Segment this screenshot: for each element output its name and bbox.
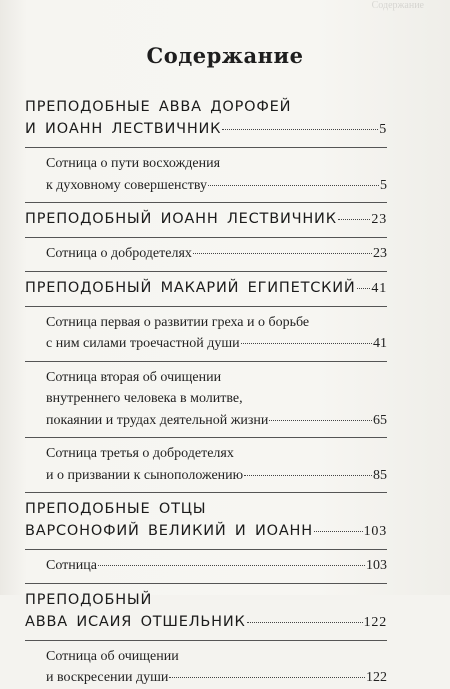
subentry-line-text: с ним силами троечастной души — [46, 336, 240, 351]
subentry-line-text: Сотница о добродетелях — [46, 246, 192, 261]
toc-section — [25, 96, 387, 203]
leader-dots — [269, 419, 372, 421]
subentry-line: Сотница о пути восхождения — [46, 156, 221, 171]
toc-subentry[interactable] — [46, 312, 387, 355]
subentry-line[interactable] — [46, 333, 387, 355]
subentry-line[interactable] — [46, 465, 387, 487]
section-title-line: ПРЕПОДОБНЫЕ АВВА ДОРОФЕЙ — [25, 99, 292, 115]
section-end-rule — [25, 202, 387, 203]
section-title-line: ПРЕПОДОБНЫЙ — [25, 591, 153, 608]
section-title-line-text: ВАРСОНОФИЙ ВЕЛИКИЙ И ИОАНН — [25, 523, 313, 539]
subentry-line: Сотница третья о добродетелях — [46, 446, 234, 461]
subentry-line-page-number: 65 — [373, 412, 387, 428]
section-rule — [25, 237, 387, 238]
leader-dots — [247, 621, 363, 623]
subentry-line-page-number: 103 — [366, 558, 387, 573]
leader-dots — [357, 287, 371, 289]
toc-subentry[interactable] — [46, 646, 387, 689]
section-title-line: ПРЕПОДОБНЫЕ ОТЦЫ — [25, 501, 207, 517]
subentry-line-text: и о призвании к сыноположению — [46, 467, 244, 483]
section-end-rule — [25, 492, 387, 493]
section-title-line[interactable] — [25, 118, 387, 141]
subentry-line-page-number: 23 — [373, 246, 387, 261]
section-title[interactable] — [25, 96, 387, 141]
subentry-line[interactable] — [46, 175, 387, 197]
leader-dots — [241, 342, 372, 344]
subentry-line[interactable] — [46, 410, 387, 432]
subentry-line[interactable] — [46, 243, 387, 265]
subentry-line: Сотница об очищении — [46, 648, 179, 664]
subentry-line-text: к духовному совершенству — [46, 177, 207, 193]
toc-section — [25, 589, 387, 689]
toc-subentry[interactable] — [46, 367, 387, 432]
page-title: Содержание — [146, 43, 304, 68]
leader-dots — [222, 128, 378, 130]
toc-subentry[interactable] — [46, 443, 387, 486]
leader-dots — [193, 252, 372, 254]
section-title-line[interactable] — [25, 520, 387, 543]
subentry-line-text: покаянии и трудах деятельной жизни — [46, 412, 269, 428]
section-title-line-page-number: 41 — [371, 280, 387, 296]
subentry-line-page-number: 122 — [366, 670, 387, 685]
subentry-line: Сотница вторая об очищении — [46, 369, 222, 385]
section-end-rule — [25, 583, 387, 584]
section-rule — [25, 640, 387, 641]
leader-dots — [208, 184, 379, 186]
subentry-line-page-number: 41 — [373, 336, 387, 351]
section-title[interactable] — [25, 277, 387, 300]
section-title-line[interactable] — [25, 277, 387, 300]
toc-subentry[interactable] — [46, 555, 387, 577]
toc-subentry[interactable] — [46, 153, 387, 196]
section-title-line-text: АВВА ИСАИЯ ОТШЕЛЬНИК — [25, 613, 246, 630]
section-title-line-text: И ИОАНН ЛЕСТВИЧНИК — [25, 121, 222, 137]
leader-dots — [169, 676, 365, 678]
section-rule — [25, 147, 387, 148]
subentry-line-page-number: 5 — [380, 177, 387, 193]
section-rule — [25, 549, 387, 550]
subentry-line: Сотница первая о развитии греха и о борьбе — [46, 314, 310, 330]
subentry-line-text: и воскресении души — [46, 670, 169, 685]
toc-section — [25, 277, 387, 494]
subentry-line-text: Сотница — [46, 558, 97, 573]
section-title-line-text: ПРЕПОДОБНЫЙ МАКАРИЙ ЕГИПЕТСКИЙ — [25, 279, 356, 296]
leader-dots — [314, 530, 363, 532]
subentry-rule — [25, 437, 387, 438]
section-title-line-text: ПРЕПОДОБНЫЙ ИОАНН ЛЕСТВИЧНИК — [25, 211, 337, 227]
section-end-rule — [25, 271, 387, 272]
section-title[interactable] — [25, 589, 387, 634]
subentry-line: внутреннего человека в молитве, — [46, 391, 243, 406]
section-title[interactable] — [25, 208, 387, 231]
leader-dots — [338, 218, 371, 220]
section-title-line[interactable] — [25, 611, 387, 634]
leader-dots — [244, 474, 372, 476]
toc-subentry[interactable] — [46, 243, 387, 265]
section-title-line-page-number: 103 — [363, 524, 387, 539]
section-title-line-page-number: 5 — [379, 122, 387, 137]
faint-running-header: Содержание — [371, 0, 424, 11]
section-rule — [25, 306, 387, 307]
section-title[interactable] — [25, 498, 387, 543]
section-title-line-page-number: 23 — [371, 212, 387, 227]
subentry-line[interactable] — [46, 555, 387, 577]
section-title-line-page-number: 122 — [363, 614, 387, 630]
section-title-line[interactable] — [25, 208, 387, 231]
toc-section — [25, 498, 387, 584]
subentry-rule — [25, 361, 387, 362]
subentry-line-page-number: 85 — [373, 467, 387, 483]
subentry-line[interactable] — [46, 667, 387, 689]
leader-dots — [98, 564, 365, 566]
table-of-contents — [25, 96, 387, 689]
toc-section — [25, 208, 387, 272]
